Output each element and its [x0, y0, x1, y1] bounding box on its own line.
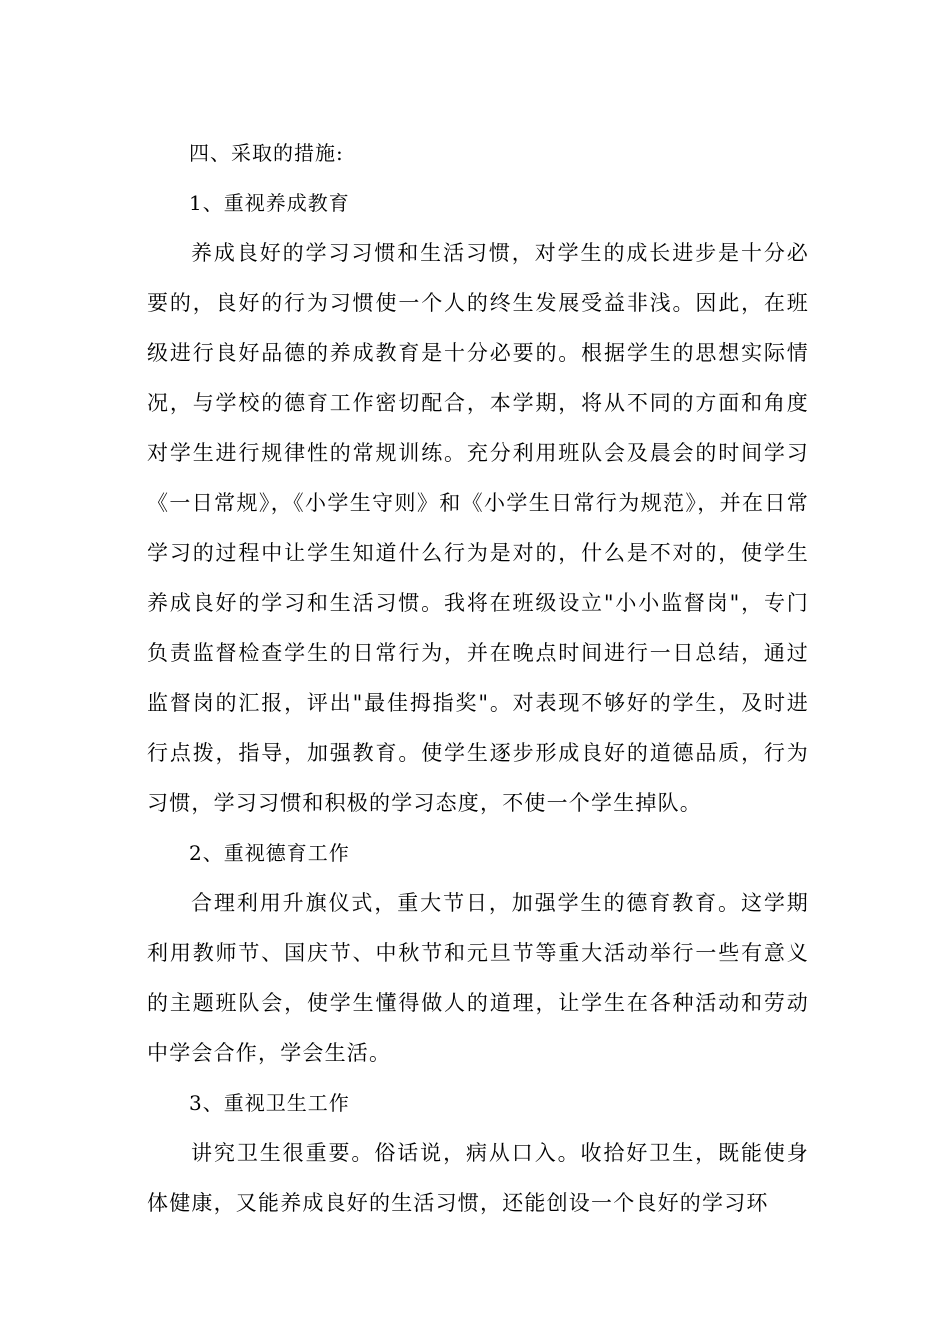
item2-paragraph: 合理利用升旗仪式，重大节日，加强学生的德育教育。这学期利用教师节、国庆节、中秋节和元旦节等重大活动举行一些有意义的主题班队会，使学生懂得做人的道理，让学生在各种活动和劳动中学会合作，学会生活。 — [147, 891, 809, 1065]
document-body — [147, 128, 809, 1228]
item1-paragraph: 养成良好的学习习惯和生活习惯，对学生的成长进步是十分必要的，良好的行为习惯使一个人的终生发展受益非浅。因此，在班级进行良好品德的养成教育是十分必要的。根据学生的思想实际情况，与学校的德育工作密切配合，本学期，将从不同的方面和角度对学生进行规律性的常规训练。充分利用班队会及晨会的时间学习《一日常规》，《小学生守则》和《小学生日常行为规范》，并在日常学习的过程中让学生知道什么行为是对的，什么是不对的，使学生养成良好的学习和生活习惯。我将在班级设立"小小监督岗"，专门负责监督检查学生的日常行为，并在晚点时间进行一日总结，通过监督岗的汇报，评出"最佳拇指奖"。对表现不够好的学生，及时进行点拨，指导，加强教育。使学生逐步形成良好的道德品质，行为习惯，学习习惯和积极的学习态度，不使一个学生掉队。 — [147, 241, 809, 815]
item1-heading: 1、重视养成教育 — [189, 191, 350, 215]
item2-heading: 2、重视德育工作 — [189, 841, 350, 865]
item3-paragraph: 讲究卫生很重要。俗话说，病从口入。收拾好卫生，既能使身体健康，又能养成良好的生活习惯，还能创设一个良好的学习环 — [147, 1141, 809, 1215]
section-heading: 四、采取的措施: — [189, 141, 344, 165]
item3-heading: 3、重视卫生工作 — [189, 1091, 350, 1115]
